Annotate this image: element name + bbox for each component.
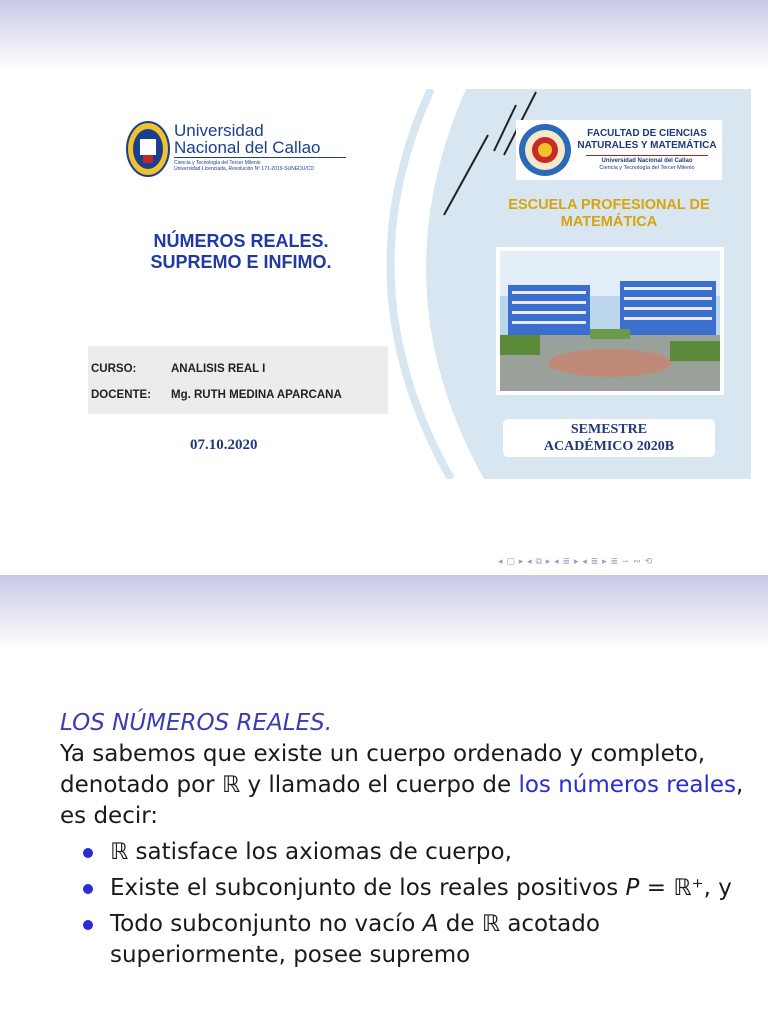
course-row [91,363,265,375]
cover-title-line2: SUPREMO E INFIMO. [150,252,332,272]
section-heading: LOS NÚMEROS REALES. [60,710,333,736]
math-variable: A [422,911,439,937]
slide-header-band [0,575,768,651]
semester-line1: SEMESTRE [570,422,648,437]
slide-2 [0,575,768,1024]
math-variable: P [625,875,640,901]
teacher-row [91,389,342,401]
school-name-line2: MATEMÁTICA [560,214,658,230]
cover-image [86,89,751,479]
intro-text-part2: , es decir: [60,772,744,829]
faculty-divider [586,155,708,156]
campus-illustration [500,251,720,391]
semester-line2: ACADÉMICO 2020B [543,439,675,454]
faculty-name [574,128,720,152]
intro-text-part1: Ya sabemos que existe un cuerpo ordenado y completo, denotado por ℝ y llamado el cuerpo de [60,741,706,798]
slide-header-band [0,0,768,72]
school-name [484,197,734,231]
school-name-line1: ESCUELA PROFESIONAL DE [508,197,710,213]
teacher-value: Mg. RUTH MEDINA APARCANA [171,389,342,401]
list-item-text: = ℝ⁺, y [639,875,732,901]
axioms-list [60,837,750,971]
list-item [60,909,750,971]
course-label: CURSO: [91,363,137,375]
semester-box [503,419,715,457]
cover-title [86,231,396,273]
beamer-navigation-controls[interactable]: ◂ ▢ ▸ ◂ ⧉ ▸ ◂ ≣ ▸ ◂ ≣ ▸ ≣ ∽⁠ ∾ ⟲ [498,557,653,567]
list-item-text: de ℝ acotado superiormente, posee supremo [110,911,600,968]
university-shield-logo [126,121,170,177]
course-info-box [88,346,388,414]
bullet-icon [83,884,93,894]
list-item-text: Existe el subconjunto de los reales positivos [110,875,626,901]
university-tagline-line1: Ciencia y Tecnología del Tercer Milenio [174,160,261,166]
faculty-name-line1: FACULTAD DE CIENCIAS [587,128,707,139]
bullet-icon [83,848,93,858]
teacher-label: DOCENTE: [91,389,152,401]
slide-body [60,708,750,976]
faculty-name-line2: NATURALES Y MATEMÁTICA [577,140,717,151]
university-name [174,122,320,156]
faculty-seal-logo [518,122,572,178]
university-tagline [174,160,314,172]
list-item-text: Todo subconjunto no vacío [110,911,423,937]
faculty-subtitle-line2: Ciencia y Tecnología del Tercer Milenio [599,165,695,171]
list-item [60,873,750,904]
cover-date: 07.10.2020 [190,437,258,453]
bullet-icon [83,920,93,930]
intro-paragraph [60,739,750,832]
list-item-text: ℝ satisface los axiomas de cuerpo, [110,839,512,865]
faculty-subtitle-line1: Universidad Nacional del Callao [601,158,693,164]
university-name-line1: Universidad [174,121,264,140]
cover-title-line1: NÚMEROS REALES. [153,231,329,251]
campus-photo [496,247,724,395]
university-name-line2: Nacional del Callao [174,138,321,157]
intro-highlight: los números reales [518,772,736,798]
university-tagline-line2: Universidad Licenciada, Resolución Nº 171-2019-SUNEDU/CD [174,166,314,172]
course-value: ANALISIS REAL I [171,363,266,375]
list-item [60,837,750,868]
university-divider [174,157,346,158]
faculty-box [516,120,722,180]
